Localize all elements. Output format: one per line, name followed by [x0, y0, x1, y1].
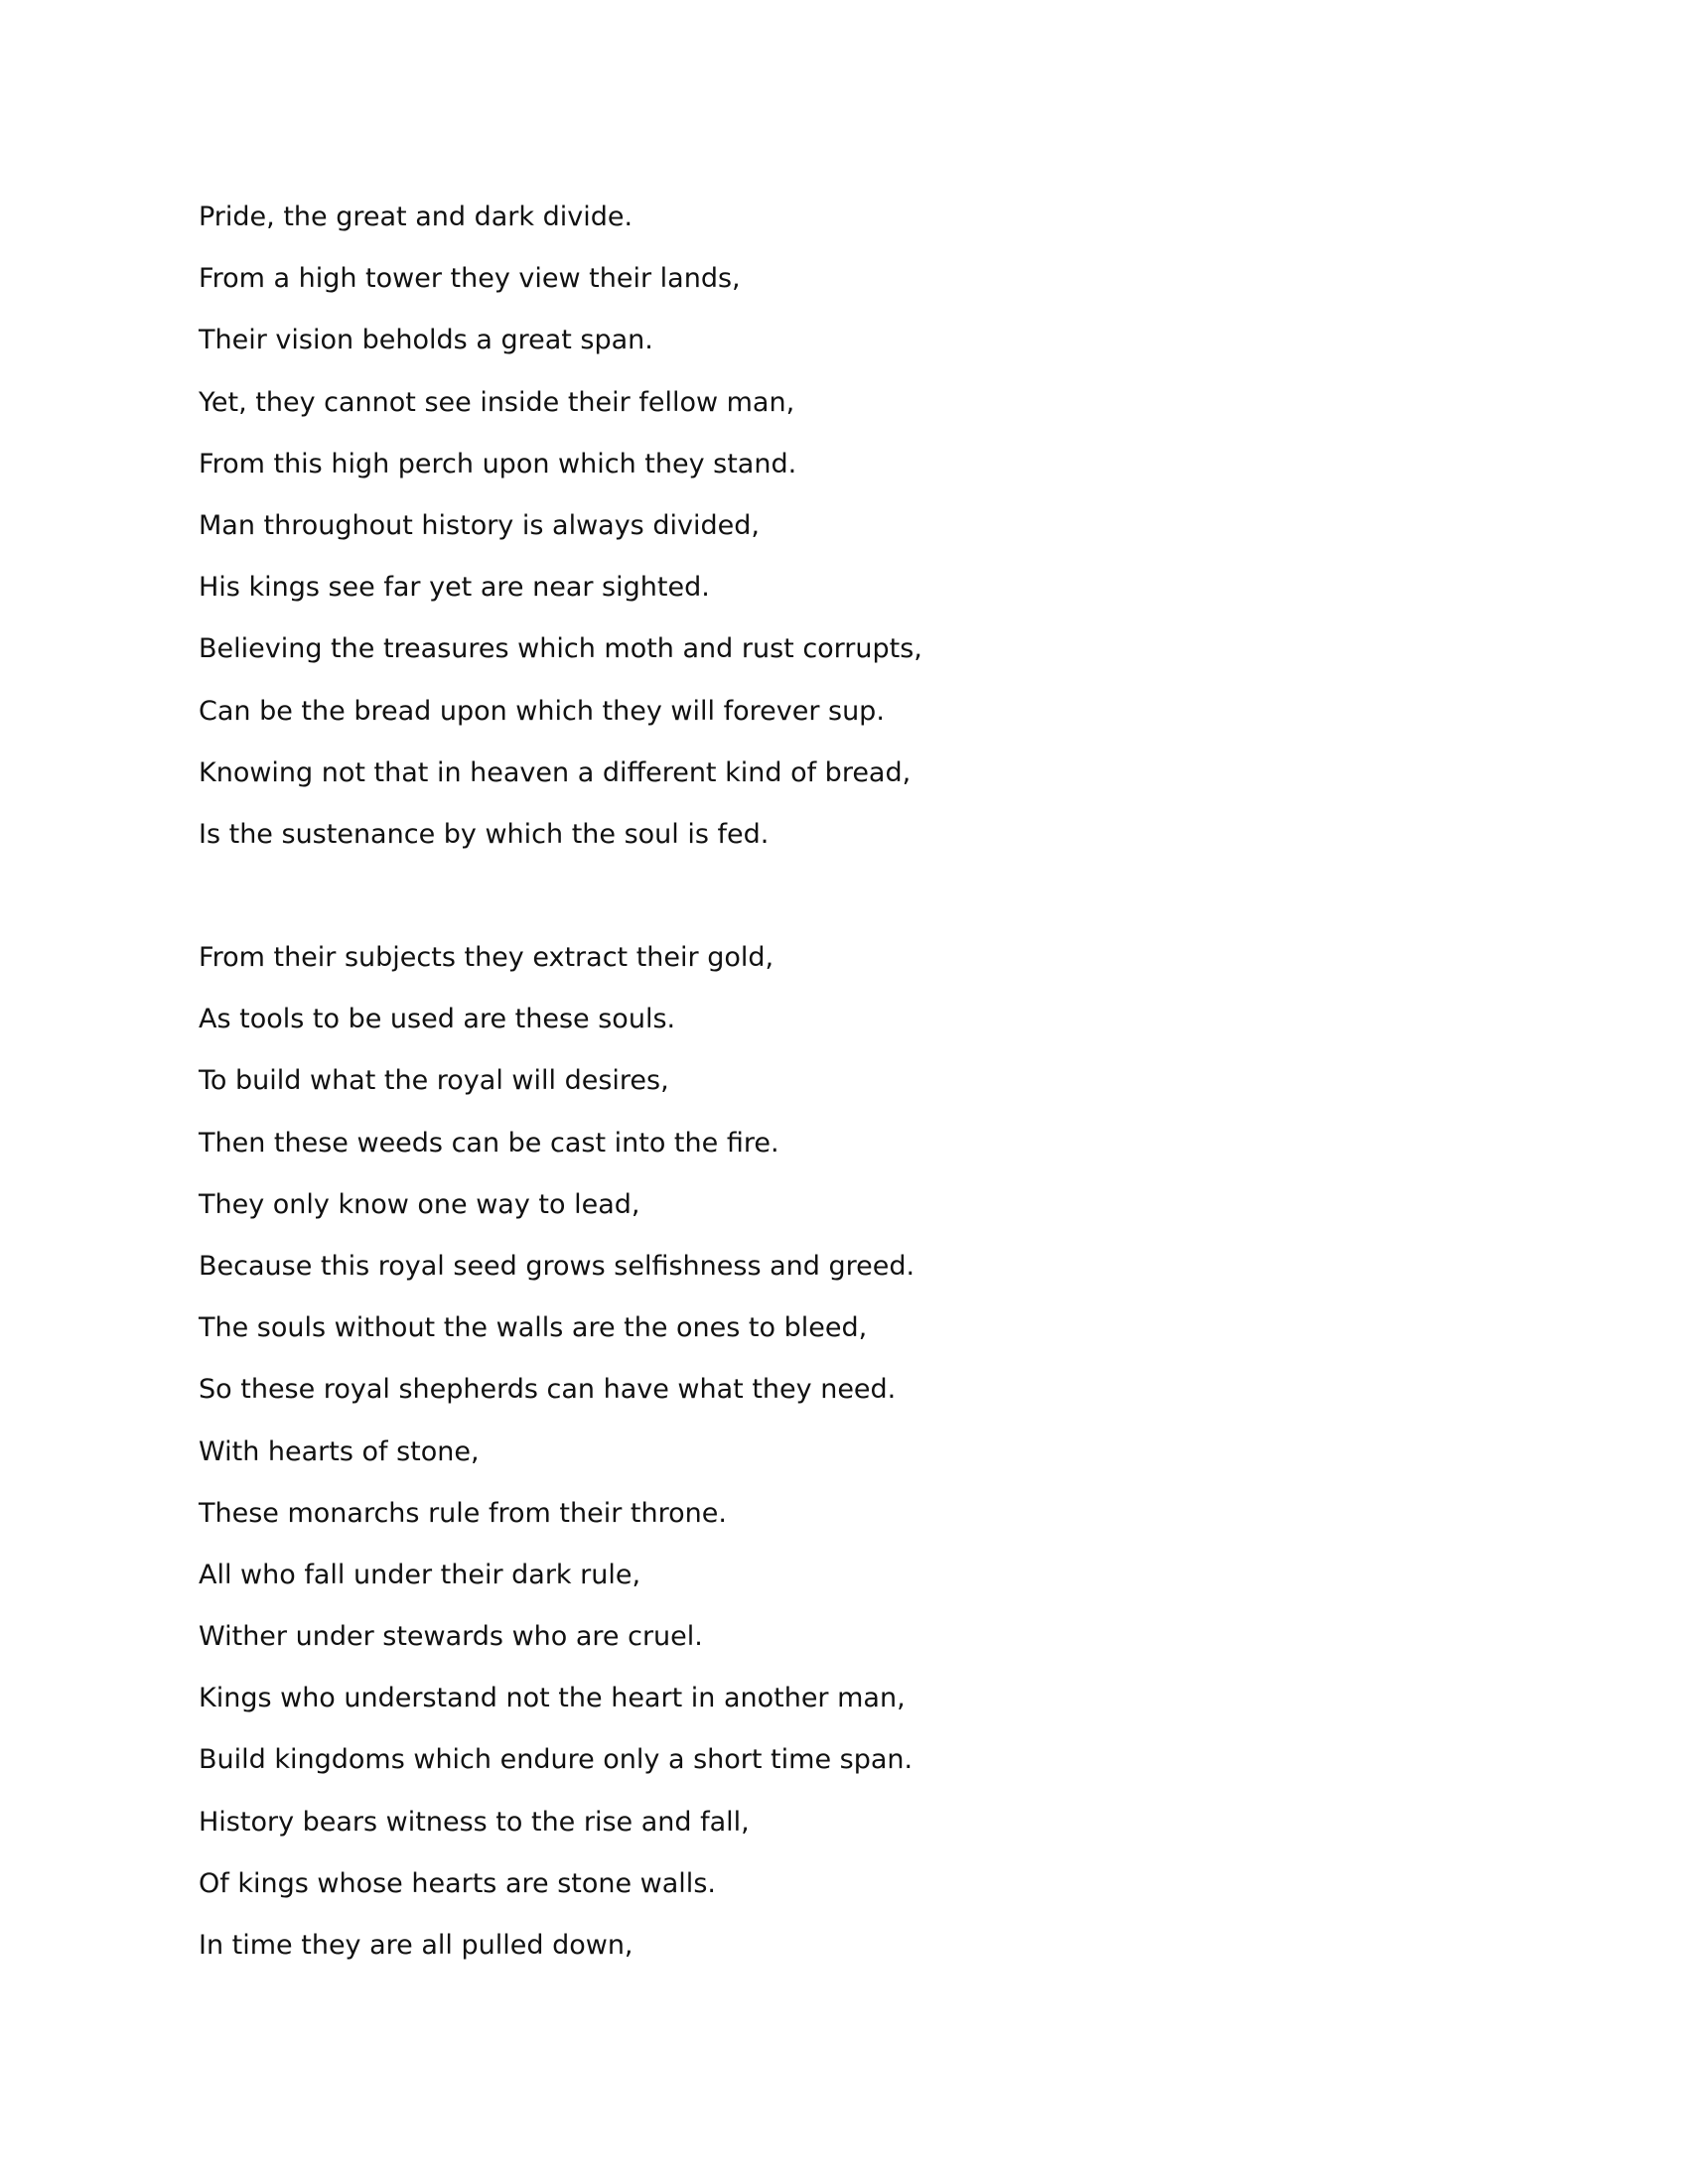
poem-line: Can be the bread upon which they will forever sup.	[199, 695, 885, 727]
poem-line: So these royal shepherds can have what they need.	[199, 1374, 897, 1406]
stanza-1	[199, 195, 922, 874]
poem-line: These monarchs rule from their throne.	[199, 1497, 727, 1529]
poem-line: Man throughout history is always divided,	[199, 509, 760, 541]
poem-line: Their vision beholds a great span.	[199, 325, 653, 356]
stanza-2	[199, 935, 914, 1984]
poem-line: Build kingdoms which endure only a short time span.	[199, 1744, 914, 1776]
poem-line: Of kings whose hearts are stone walls.	[199, 1867, 716, 1899]
poem-line: From this high perch upon which they stand.	[199, 448, 797, 479]
poem-line: Wither under stewards who are cruel.	[199, 1621, 703, 1653]
poem-line: Yet, they cannot see inside their fellow man,	[199, 386, 795, 418]
poem-line: His kings see far yet are near sighted.	[199, 572, 710, 604]
poem-line: They only know one way to lead,	[199, 1188, 640, 1220]
poem-line: History bears witness to the rise and fall,	[199, 1806, 750, 1838]
poem-line: From their subjects they extract their gold,	[199, 942, 774, 973]
poem-line: Pride, the great and dark divide.	[199, 202, 633, 232]
poem-line: To build what the royal will desires,	[199, 1065, 669, 1097]
poem-line: Because this royal seed grows selfishness and greed.	[199, 1250, 915, 1282]
poem-line: In time they are all pulled down,	[199, 1930, 633, 1961]
poem-line: Believing the treasures which moth and rust corrupts,	[199, 633, 922, 665]
poem-line: From a high tower they view their lands,	[199, 263, 741, 295]
poem-line: The souls without the walls are the ones to bleed,	[199, 1312, 868, 1344]
poem-line: Knowing not that in heaven a different kind of bread,	[199, 756, 912, 788]
poem-line: Is the sustenance by which the soul is fed.	[199, 818, 770, 850]
poem-line: With hearts of stone,	[199, 1435, 480, 1467]
poem-line: Then these weeds can be cast into the fire.	[199, 1127, 779, 1159]
poem-line: Kings who understand not the heart in another man,	[199, 1683, 906, 1714]
poem-line: All who fall under their dark rule,	[199, 1559, 641, 1590]
poem-line: As tools to be used are these souls.	[199, 1004, 676, 1035]
